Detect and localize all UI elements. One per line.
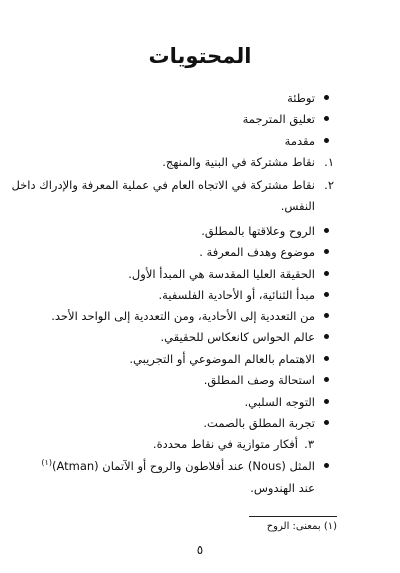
bullet-icon: [324, 116, 329, 121]
toc-entry-text: الاهتمام بالعالم الموضوعي أو التجريبي.: [129, 352, 315, 366]
toc-entry-continuation: [0, 196, 400, 216]
toc-entry-text: [41, 456, 315, 476]
bullet-icon: [324, 138, 329, 143]
page-number: ٥: [196, 543, 204, 557]
toc-entry-number: ٢.: [324, 178, 334, 192]
toc-entry: [0, 392, 400, 412]
toc-entry-text: موضوع وهدف المعرفة .: [199, 245, 315, 259]
toc-entry: [0, 434, 400, 454]
toc-entry-text: الروح وعلاقتها بالمطلق.: [201, 224, 315, 238]
footnote: (١) بمعنى: الروح: [266, 521, 337, 532]
bullet-icon: [324, 292, 329, 297]
toc-entry-text: التوجه السلبي.: [244, 395, 315, 409]
toc-entry: [0, 264, 400, 284]
footnote-reference: (١): [41, 458, 52, 468]
toc-entry-text: مبدأ الثنائية، أو الأحادية الفلسفية.: [158, 288, 315, 302]
toc-entry-text: مقدمة: [284, 134, 315, 148]
bullet-icon: [324, 228, 329, 233]
toc-entry: [0, 152, 400, 172]
toc-entry-text: الحقيقة العليا المقدسة هي المبدأ الأول.: [128, 267, 315, 281]
toc-entry-text: من التعددية إلى الأحادية، ومن التعددية إلى الواحد الأحد.: [51, 309, 315, 323]
page-title: المحتويات: [148, 44, 252, 68]
toc-entry: [0, 242, 400, 262]
toc-entry: [0, 131, 400, 151]
toc-entry-text: تعليق المترجمة: [242, 112, 315, 126]
bullet-icon: [324, 95, 329, 100]
footnote-divider: [249, 516, 337, 517]
toc-entry-text: نقاط مشتركة في الاتجاه العام في عملية المعرفة والإدراك داخل: [11, 178, 315, 192]
toc-entry-text: عند الهندوس.: [250, 481, 315, 495]
toc-entry: [0, 456, 400, 476]
bullet-icon: [324, 271, 329, 276]
toc-entry-number: ١.: [324, 155, 334, 169]
bullet-icon: [324, 399, 329, 404]
toc-entry-text: استحالة وصف المطلق.: [203, 373, 315, 387]
toc-entry-text: النفس.: [280, 199, 315, 213]
toc-entry: [0, 221, 400, 241]
toc-entry: [0, 175, 400, 195]
toc-entry: [0, 109, 400, 129]
toc-entry: [0, 285, 400, 305]
bullet-icon: [324, 313, 329, 318]
toc-entry: [0, 88, 400, 108]
bullet-icon: [324, 249, 329, 254]
toc-entry-text: أفكار متوازية في نقاط محددة.: [152, 437, 298, 451]
toc-entry-number: ٣.: [304, 437, 314, 451]
bullet-icon: [324, 463, 329, 468]
toc-entry: [0, 413, 400, 433]
toc-entry: [0, 370, 400, 390]
bullet-icon: [324, 356, 329, 361]
bullet-icon: [324, 334, 329, 339]
toc-entry-continuation: [0, 478, 400, 498]
toc-entry-text: تجربة المطلق بالصمت.: [203, 416, 315, 430]
toc-entry: [0, 327, 400, 347]
toc-entry-text: عالم الحواس كانعكاس للحقيقي.: [160, 330, 315, 344]
toc-entry: [0, 349, 400, 369]
toc-entry: [0, 306, 400, 326]
bullet-icon: [324, 377, 329, 382]
toc-entry-text: توطئة: [287, 91, 315, 105]
toc-entry-text-main: المثل (Nous) عند أفلاطون والروح أو الآتمان (Atman): [51, 459, 315, 473]
bullet-icon: [324, 420, 329, 425]
toc-entry-text: نقاط مشتركة في البنية والمنهج.: [162, 155, 315, 169]
